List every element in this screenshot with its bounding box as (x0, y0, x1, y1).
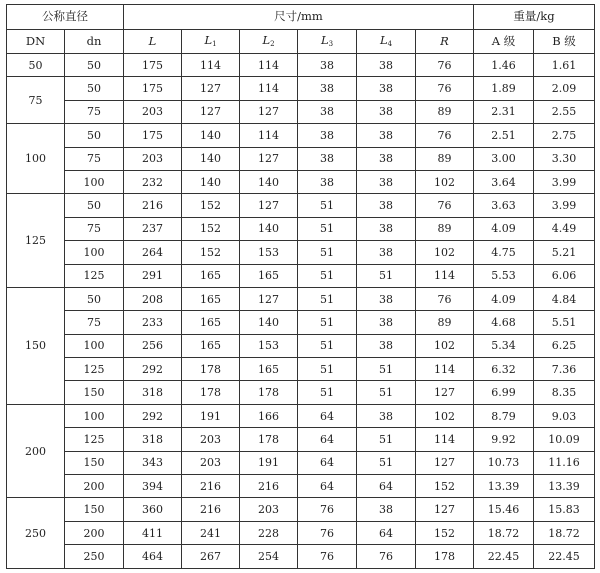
table-cell: 4.09 (474, 287, 534, 310)
table-cell: 343 (124, 451, 182, 474)
table-cell: 102 (416, 404, 474, 427)
table-cell: 6.32 (474, 358, 534, 381)
table-cell: 6.99 (474, 381, 534, 404)
table-cell: 76 (298, 498, 357, 521)
table-cell: 3.99 (534, 194, 595, 217)
col-L-header: L (124, 30, 182, 54)
cell-DN: 125 (7, 194, 65, 288)
table-cell: 125 (65, 264, 124, 287)
table-cell: 89 (416, 217, 474, 240)
table-cell: 50 (65, 194, 124, 217)
table-cell: 7.36 (534, 358, 595, 381)
table-cell: 8.79 (474, 404, 534, 427)
table-cell: 4.75 (474, 241, 534, 264)
table-cell: 38 (357, 147, 416, 170)
table-cell: 76 (416, 287, 474, 310)
table-cell: 38 (357, 54, 416, 77)
table-cell: 38 (357, 170, 416, 193)
table-cell: 8.35 (534, 381, 595, 404)
table-cell: 291 (124, 264, 182, 287)
table-cell: 394 (124, 475, 182, 498)
table-cell: 191 (182, 404, 240, 427)
cell-DN: 50 (7, 54, 65, 77)
table-cell: 241 (182, 521, 240, 544)
table-cell: 232 (124, 170, 182, 193)
table-cell: 64 (298, 451, 357, 474)
table-cell: 140 (182, 147, 240, 170)
dimensions-table (6, 4, 595, 569)
table-row (7, 311, 595, 334)
table-cell: 254 (240, 545, 298, 568)
table-cell: 102 (416, 170, 474, 193)
table-cell: 64 (357, 521, 416, 544)
table-cell: 50 (65, 77, 124, 100)
table-cell: 127 (416, 451, 474, 474)
table-cell: 3.63 (474, 194, 534, 217)
table-cell: 38 (357, 498, 416, 521)
table-cell: 38 (357, 311, 416, 334)
table-cell: 2.51 (474, 124, 534, 147)
col-L3-header: $L_3$ (298, 30, 357, 54)
table-cell: 76 (298, 545, 357, 568)
table-cell: 165 (182, 334, 240, 357)
table-cell: 237 (124, 217, 182, 240)
col-gradeA-header: A 级 (474, 30, 534, 54)
table-row (7, 241, 595, 264)
table-cell: 165 (182, 311, 240, 334)
table-cell: 89 (416, 311, 474, 334)
table-cell: 38 (357, 194, 416, 217)
table-row (7, 147, 595, 170)
table-row (7, 100, 595, 123)
table-row (7, 358, 595, 381)
table-cell: 203 (124, 147, 182, 170)
table-cell: 140 (240, 170, 298, 193)
table-cell: 51 (357, 428, 416, 451)
cell-DN: 200 (7, 404, 65, 498)
table-cell: 3.64 (474, 170, 534, 193)
table-cell: 114 (240, 124, 298, 147)
table-cell: 292 (124, 404, 182, 427)
table-cell: 178 (182, 358, 240, 381)
table-row (7, 451, 595, 474)
table-cell: 76 (416, 77, 474, 100)
table-cell: 114 (416, 428, 474, 451)
table-cell: 5.34 (474, 334, 534, 357)
table-cell: 228 (240, 521, 298, 544)
table-cell: 76 (416, 194, 474, 217)
table-cell: 76 (357, 545, 416, 568)
table-cell: 51 (298, 334, 357, 357)
table-cell: 64 (298, 404, 357, 427)
table-cell: 10.09 (534, 428, 595, 451)
table-cell: 191 (240, 451, 298, 474)
table-cell: 22.45 (534, 545, 595, 568)
table-cell: 5.53 (474, 264, 534, 287)
table-cell: 140 (182, 170, 240, 193)
table-cell: 89 (416, 100, 474, 123)
table-cell: 76 (416, 54, 474, 77)
table-cell: 150 (65, 451, 124, 474)
col-dn-header: dn (65, 30, 124, 54)
table-cell: 9.92 (474, 428, 534, 451)
table-cell: 127 (416, 498, 474, 521)
table-cell: 152 (416, 475, 474, 498)
table-cell: 22.45 (474, 545, 534, 568)
table-cell: 38 (298, 100, 357, 123)
table-cell: 1.89 (474, 77, 534, 100)
table-cell: 102 (416, 241, 474, 264)
table-cell: 140 (240, 217, 298, 240)
table-cell: 292 (124, 358, 182, 381)
table-cell: 203 (182, 428, 240, 451)
table-cell: 51 (298, 381, 357, 404)
table-cell: 165 (240, 264, 298, 287)
table-cell: 165 (182, 264, 240, 287)
table-row (7, 217, 595, 240)
table-cell: 76 (416, 124, 474, 147)
table-cell: 318 (124, 381, 182, 404)
table-cell: 100 (65, 404, 124, 427)
table-cell: 38 (357, 404, 416, 427)
table-cell: 360 (124, 498, 182, 521)
table-cell: 6.25 (534, 334, 595, 357)
table-cell: 51 (298, 358, 357, 381)
table-cell: 114 (416, 264, 474, 287)
table-cell: 125 (65, 358, 124, 381)
table-cell: 264 (124, 241, 182, 264)
col-L2-header: $L_2$ (240, 30, 298, 54)
table-cell: 6.06 (534, 264, 595, 287)
table-cell: 2.31 (474, 100, 534, 123)
table-cell: 175 (124, 124, 182, 147)
table-cell: 2.55 (534, 100, 595, 123)
cell-DN: 150 (7, 287, 65, 404)
table-row (7, 404, 595, 427)
table-cell: 2.09 (534, 77, 595, 100)
table-cell: 64 (357, 475, 416, 498)
table-cell: 140 (182, 124, 240, 147)
table-cell: 152 (416, 521, 474, 544)
table-row (7, 264, 595, 287)
table-cell: 38 (298, 170, 357, 193)
table-row (7, 521, 595, 544)
table-cell: 38 (357, 100, 416, 123)
table-cell: 4.84 (534, 287, 595, 310)
table-cell: 150 (65, 498, 124, 521)
dimensions-header: 尺寸/mm (124, 5, 474, 30)
table-cell: 127 (240, 287, 298, 310)
table-cell: 100 (65, 334, 124, 357)
table-cell: 216 (182, 475, 240, 498)
table-cell: 216 (240, 475, 298, 498)
cell-DN: 100 (7, 124, 65, 194)
table-cell: 178 (240, 428, 298, 451)
table-cell: 75 (65, 311, 124, 334)
col-R-header: R (416, 30, 474, 54)
table-cell: 38 (298, 147, 357, 170)
table-cell: 5.51 (534, 311, 595, 334)
table-cell: 267 (182, 545, 240, 568)
table-cell: 250 (65, 545, 124, 568)
table-cell: 203 (240, 498, 298, 521)
table-row (7, 475, 595, 498)
table-cell: 51 (357, 381, 416, 404)
table-cell: 216 (124, 194, 182, 217)
table-cell: 152 (182, 194, 240, 217)
table-cell: 9.03 (534, 404, 595, 427)
table-cell: 38 (357, 124, 416, 147)
table-cell: 200 (65, 521, 124, 544)
table-cell: 318 (124, 428, 182, 451)
table-cell: 1.46 (474, 54, 534, 77)
table-row (7, 334, 595, 357)
table-cell: 75 (65, 217, 124, 240)
table-cell: 38 (357, 287, 416, 310)
table-row (7, 381, 595, 404)
table-cell: 15.46 (474, 498, 534, 521)
table-cell: 51 (298, 287, 357, 310)
col-L1-header: $L_1$ (182, 30, 240, 54)
table-row (7, 287, 595, 310)
table-cell: 38 (298, 77, 357, 100)
table-cell: 153 (240, 334, 298, 357)
table-cell: 13.39 (474, 475, 534, 498)
table-cell: 64 (298, 475, 357, 498)
table-cell: 51 (357, 358, 416, 381)
table-cell: 38 (357, 334, 416, 357)
cell-DN: 75 (7, 77, 65, 124)
table-cell: 411 (124, 521, 182, 544)
table-cell: 152 (182, 217, 240, 240)
table-cell: 13.39 (534, 475, 595, 498)
table-cell: 51 (298, 194, 357, 217)
table-cell: 114 (182, 54, 240, 77)
table-cell: 51 (357, 264, 416, 287)
table-cell: 10.73 (474, 451, 534, 474)
table-cell: 102 (416, 334, 474, 357)
table-cell: 3.00 (474, 147, 534, 170)
table-cell: 127 (182, 77, 240, 100)
table-cell: 114 (416, 358, 474, 381)
table-cell: 38 (357, 217, 416, 240)
table-cell: 50 (65, 54, 124, 77)
col-DN-header: DN (7, 30, 65, 54)
table-cell: 100 (65, 241, 124, 264)
table-cell: 166 (240, 404, 298, 427)
table-cell: 38 (357, 241, 416, 264)
cell-DN: 250 (7, 498, 65, 568)
table-cell: 127 (240, 194, 298, 217)
table-cell: 5.21 (534, 241, 595, 264)
table-cell: 114 (240, 54, 298, 77)
table-cell: 38 (298, 54, 357, 77)
col-L4-header: $L_4$ (357, 30, 416, 54)
table-row (7, 498, 595, 521)
table-cell: 127 (182, 100, 240, 123)
table-cell: 100 (65, 170, 124, 193)
table-cell: 75 (65, 147, 124, 170)
table-cell: 1.61 (534, 54, 595, 77)
table-cell: 175 (124, 77, 182, 100)
table-cell: 178 (416, 545, 474, 568)
table-cell: 89 (416, 147, 474, 170)
table-row (7, 428, 595, 451)
weight-header: 重量/kg (474, 5, 595, 30)
table-cell: 3.99 (534, 170, 595, 193)
table-cell: 18.72 (534, 521, 595, 544)
table-cell: 208 (124, 287, 182, 310)
table-cell: 38 (298, 124, 357, 147)
table-cell: 153 (240, 241, 298, 264)
table-body (7, 54, 595, 569)
table-cell: 4.68 (474, 311, 534, 334)
table-cell: 11.16 (534, 451, 595, 474)
table-cell: 178 (240, 381, 298, 404)
table-row (7, 124, 595, 147)
table-cell: 51 (298, 217, 357, 240)
table-cell: 114 (240, 77, 298, 100)
col-gradeB-header: B 级 (534, 30, 595, 54)
table-row (7, 54, 595, 77)
table-row (7, 194, 595, 217)
table-cell: 256 (124, 334, 182, 357)
table-cell: 200 (65, 475, 124, 498)
table-cell: 150 (65, 381, 124, 404)
table-cell: 127 (240, 147, 298, 170)
table-cell: 203 (182, 451, 240, 474)
table-cell: 203 (124, 100, 182, 123)
table-cell: 50 (65, 287, 124, 310)
table-cell: 178 (182, 381, 240, 404)
table-row (7, 77, 595, 100)
table-cell: 175 (124, 54, 182, 77)
table-cell: 4.09 (474, 217, 534, 240)
table-cell: 15.83 (534, 498, 595, 521)
table-cell: 165 (240, 358, 298, 381)
table-cell: 51 (298, 241, 357, 264)
table-cell: 76 (298, 521, 357, 544)
table-cell: 216 (182, 498, 240, 521)
table-cell: 464 (124, 545, 182, 568)
table-cell: 127 (416, 381, 474, 404)
table-cell: 140 (240, 311, 298, 334)
table-row (7, 545, 595, 568)
table-cell: 3.30 (534, 147, 595, 170)
table-cell: 51 (298, 311, 357, 334)
table-cell: 2.75 (534, 124, 595, 147)
table-cell: 75 (65, 100, 124, 123)
table-cell: 38 (357, 77, 416, 100)
table-cell: 152 (182, 241, 240, 264)
header-row-1 (7, 5, 595, 30)
table-cell: 18.72 (474, 521, 534, 544)
table-cell: 233 (124, 311, 182, 334)
table-row (7, 170, 595, 193)
nominal-diameter-header: 公称直径 (7, 5, 124, 30)
header-row-2 (7, 30, 595, 54)
table-cell: 127 (240, 100, 298, 123)
table-cell: 4.49 (534, 217, 595, 240)
table-cell: 165 (182, 287, 240, 310)
table-cell: 64 (298, 428, 357, 451)
table-cell: 50 (65, 124, 124, 147)
table-cell: 51 (298, 264, 357, 287)
table-cell: 51 (357, 451, 416, 474)
table-cell: 125 (65, 428, 124, 451)
